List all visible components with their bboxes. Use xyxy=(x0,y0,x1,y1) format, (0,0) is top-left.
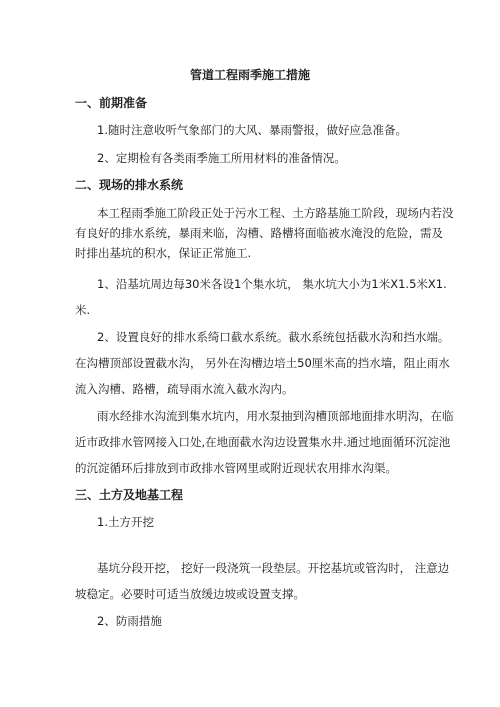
doc-title: 管道工程雨季施工措施 xyxy=(189,68,310,82)
paragraph-line: 雨水经排水沟流到集水坑内，用水泵抽到沟槽顶部地面排水明沟，在临 xyxy=(97,409,454,423)
paragraph-line: 1.土方开挖 xyxy=(97,515,154,529)
paragraph-line: 1.随时注意收听气象部门的大风、暴雨警报，做好应急准备。 xyxy=(97,123,407,137)
paragraph-line: 1、沿基坑周边每30米各设1个集水坑， 集水坑大小为1米X1.5米X1. xyxy=(97,277,447,291)
section-heading-1: 一、前期准备 xyxy=(75,96,148,110)
paragraph-line: 流入沟槽、路槽，疏导雨水流入截水沟内。 xyxy=(75,382,294,396)
section-heading-3: 三、土方及地基工程 xyxy=(75,488,184,502)
section-heading-2: 二、现场的排水系统 xyxy=(75,178,184,192)
paragraph-line: 基坑分段开挖， 挖好一段浇筑一段垫层。开挖基坑或管沟时， 注意边 xyxy=(97,561,450,575)
paragraph-line: 2、防雨措施 xyxy=(97,614,162,628)
paragraph-line: 时排出基坑的积水，保证正常施工. xyxy=(75,246,252,260)
paragraph-line: 近市政排水管网接入口处,在地面截水沟边设置集水井.通过地面循环沉淀池 xyxy=(75,435,451,449)
paragraph-line: 本工程雨季施工阶段正处于污水工程、土方路基施工阶段，现场内若没 xyxy=(97,206,454,220)
paragraph-line: 的沉淀循环后排放到市政排水管网里或附近现状农用排水沟渠。 xyxy=(75,461,397,475)
paragraph-line: 坡稳定。必要时可适当放缓边坡或设置支撑。 xyxy=(75,587,305,601)
paragraph-line: 有良好的排水系统，暴雨来临，沟槽、路槽将面临被水淹没的危险，需及 xyxy=(75,226,443,240)
paragraph-line: 在沟槽顶部设置截水沟， 另外在沟槽边培土50厘米高的挡水墙，阻止雨水 xyxy=(75,356,450,370)
paragraph-line: 米. xyxy=(75,303,91,317)
paragraph-line: 2、设置良好的排水系绮口截水系统。截水系统包括截水沟和挡水端。 xyxy=(97,330,450,344)
paragraph-line: 2、定期检有各类雨季施工所用材料的准备情况。 xyxy=(97,151,346,165)
